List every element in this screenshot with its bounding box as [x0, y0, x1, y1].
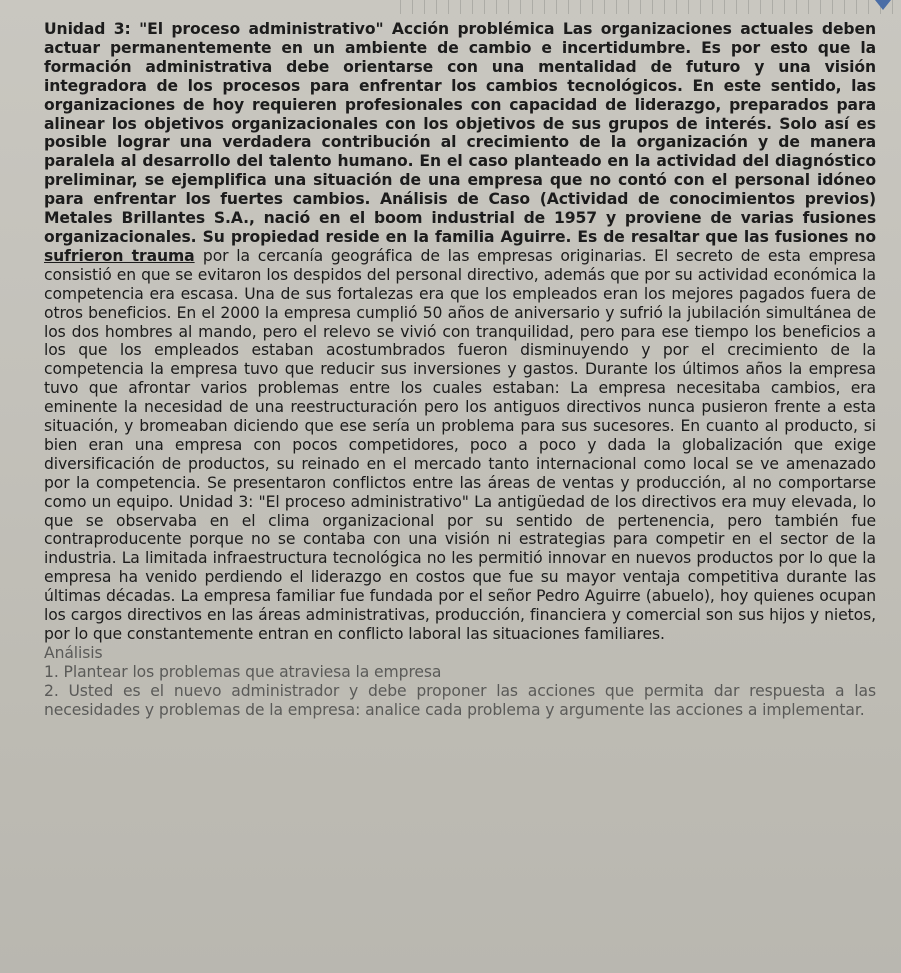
underlined-phrase: sufrieron trauma	[44, 246, 195, 265]
ruler	[400, 0, 901, 14]
body-text-1: Acción problémica Las organizaciones actuales deben actuar permanentemente en un ambiente de cambio e incertidumbre. Es por esto que la formación administrativa debe orientarse con una mentalidad de futuro y una visión integradora de los procesos para enfrentar los cambios tecnológicos. En este sentido, las organizaciones de hoy requieren profesionales con capacidad de liderazgo, preparados para alinear los objetivos organizacionales con los objetivos de sus grupos de interés. Solo así es posible lograr una verdadera contribución al crecimiento de la organización y de manera paralela al desarrollo del talento humano. En el caso planteado en la actividad del diagnóstico preliminar, se ejemplifica una situación de una empresa que no contó con el personal idóneo para enfrentar los fuertes cambios. Análisis de Caso (Actividad de conocimientos previos) Metales Brillantes S.A., nació en el boom industrial de 1957 y proviene de varias fusiones organizacionales. Su propiedad reside en la familia Aguirre. Es de resaltar que las fusiones no	[44, 20, 876, 246]
ruler-marker-icon	[875, 0, 891, 10]
question-1: 1. Plantear los problemas que atraviesa la empresa	[44, 662, 442, 681]
analysis-title: Análisis	[44, 643, 103, 662]
document-text	[44, 20, 876, 720]
case-paragraph	[44, 20, 876, 644]
question-2: 2. Usted es el nuevo administrador y debe proponer las acciones que permita dar respuesta a las necesidades y problemas de la empresa: analice cada problema y argumente las acciones a implementar.	[44, 681, 876, 719]
body-text-2: por la cercanía geográfica de las empresas originarias. El secreto de esta empresa consistió en que se evitaron los despidos del personal directivo, además que por su actividad económica la competencia era escasa. Una de sus fortalezas era que los empleados eran los mejores pagados fuera de otros beneficios. En el 2000 la empresa cumplió 50 años de aniversario y sufrió la jubilación simultánea de los dos hombres al mando, pero el relevo se vivió con tranquilidad, pero para ese tiempo los beneficios a los que los empleados estaban acostumbrados fueron disminuyendo y por el crecimiento de la competencia la empresa tuvo que reducir sus inversiones y gastos. Durante los últimos años la empresa tuvo que afrontar varios problemas entre los cuales estaban: La empresa necesitaba cambios, era eminente la necesidad de una reestructuración pero los antiguos directivos nunca pusieron frente a esta situación, y bromeaban diciendo que ese sería un problema para sus sucesores. En cuanto al producto, si bien eran una empresa con pocos competidores, poco a poco y dada la globalización que exige diversificación de productos, su reinado en el mercado tanto internacional como local se ve amenazado por la competencia. Se presentaron conflictos entre las áreas de ventas y producción, al no comportarse como un equipo. Unidad 3: "El proceso administrativo" La antigüedad de los directivos era muy elevada, lo que se observaba en el clima organizacional por su sentido de pertenencia, pero también fue contraproducente porque no se contaba con una visión ni estrategias para competir en el sector de la industria. La limitada infraestructura tecnológica no les permitió innovar en nuevos productos por lo que la empresa ha venido perdiendo el liderazgo en costos que fue su mayor ventaja competitiva durante las últimas décadas. La empresa familiar fue fundada por el señor Pedro Aguirre (abuelo), hoy quienes ocupan los cargos directivos en las áreas administrativas, producción, financiera y comercial son sus hijos y nietos, por lo que constantemente entran en conflicto laboral las situaciones familiares.	[44, 246, 876, 643]
unit-heading: Unidad 3: "El proceso administrativo"	[44, 20, 384, 38]
